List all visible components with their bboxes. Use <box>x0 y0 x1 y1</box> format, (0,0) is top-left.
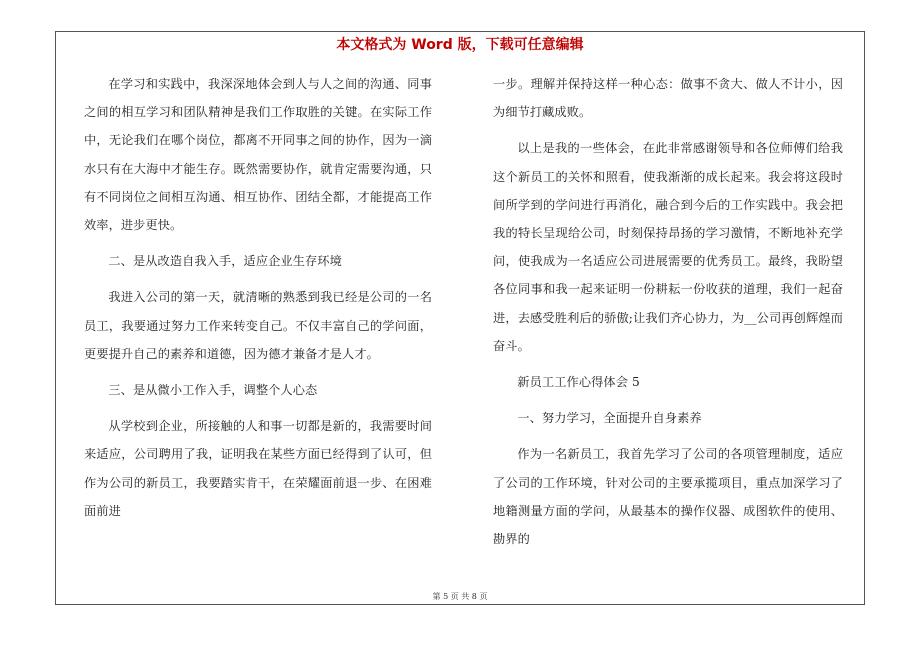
paragraph: 从学校到企业，所接触的人和事一切都是新的，我需要时间来适应，公司聘用了我，证明我在某些方面已经得到了认可，但作为公司的新员工，我要踏实肯干，在荣耀面前退一步、在困难面前进 <box>84 419 432 518</box>
page-number-text: 第 5 页 共 8 页 <box>432 592 488 601</box>
word-format-banner <box>0 36 920 54</box>
paragraph: 以上是我的一些体会，在此非常感谢领导和各位师傅们给我这个新员工的关怀和照看，使我渐渐的成长起来。我会将这段时间所学到的学问进行再消化，融合到今后的工作实践中。我会把我的特长呈现给公司，时刻保持昂扬的学习激情，不断地补充学问，使我成为一名适应公司进展需要的优秀员工。最终，我盼望各位同事和我一起来证明一份耕耘一份收获的道理，我们一起奋进，去感受胜利后的骄傲;让我们齐心协力，为__公司再创辉煌而奋斗。 <box>493 141 843 353</box>
section-heading: 三、是从微小工作入手，调整个人心态 <box>108 383 318 398</box>
paragraph: 我进入公司的第一天，就清晰的熟悉到我已经是公司的一名员工，我要通过努力工作来转变自己。不仅丰富自己的学问面，更要提升自己的素养和道德，因为德才兼备才是人才。 <box>84 290 432 361</box>
page-number <box>0 592 920 602</box>
section-heading: 二、是从改造自我入手，适应企业生存环境 <box>108 254 342 269</box>
section-title: 新员工工作心得体会 5 <box>517 375 640 390</box>
banner-text: 本文格式为 Word 版，下载可任意编辑 <box>336 37 584 53</box>
section-heading: 一、努力学习，全面提升自身素养 <box>517 411 702 426</box>
paragraph: 在学习和实践中，我深深地体会到人与人之间的沟通、同事之间的相互学习和团队精神是我们工作取胜的关键。在实际工作中，无论我们在哪个岗位，都离不开同事之间的协作，因为一滴水只有在大海中才能生存。既然需要协作，就肯定需要沟通，只有不同岗位之间相互沟通、相互协作、团结全都，才能提高工作效率，进步更快。 <box>84 77 432 233</box>
paragraph: 作为一名新员工，我首先学习了公司的各项管理制度，适应了公司的工作环境，针对公司的主要承揽项目，重点加深学习了地籍测量方面的学问，从最基本的操作仪器、成图软件的使用、勘界的 <box>493 447 843 547</box>
right-text-column <box>493 70 843 561</box>
paragraph-continuation: 一步。理解并保持这样一种心态：做事不贪大、做人不计小，因为细节打藏成败。 <box>493 77 843 120</box>
left-text-column <box>84 70 432 533</box>
